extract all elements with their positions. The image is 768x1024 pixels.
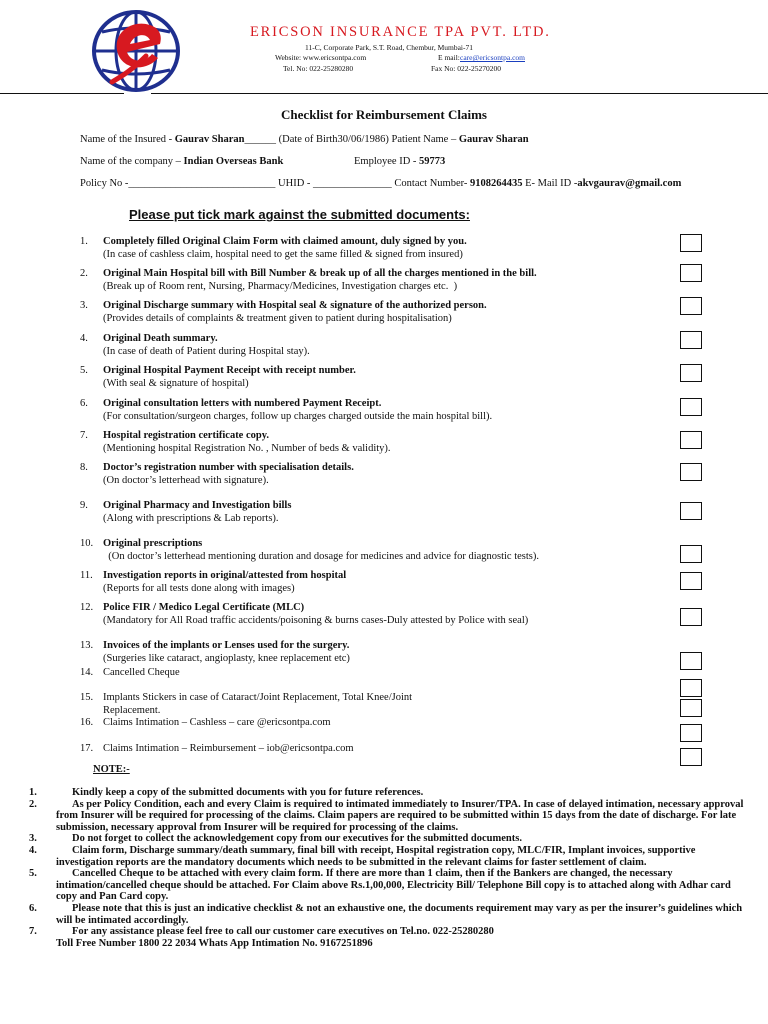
company-line (80, 156, 283, 167)
note-number: 2. (29, 798, 37, 810)
fax-text: Fax No: 022-25270200 (431, 64, 501, 73)
checklist-item-number: 9. (80, 500, 88, 511)
insured-name-value: Gaurav Sharan (174, 134, 245, 145)
patient-name-value: Gaurav Sharan (458, 134, 529, 145)
policy-text: Policy No -____________________________ UHID - _______________ Contact Number- (80, 178, 471, 189)
checklist-item-detail: (Reports for all tests done along with images) (103, 582, 295, 594)
note-item (29, 833, 749, 845)
checklist-item-title-line (80, 602, 528, 615)
email-id-label: E- Mail ID - (522, 178, 578, 189)
checklist-item-title-line (80, 268, 537, 281)
employee-label: Employee ID - (354, 156, 420, 167)
tel-text: Tel. No: 022-25280280 (283, 64, 354, 73)
checklist-item-title: Original Death summary. (103, 333, 218, 344)
checklist-item-detail: (Along with prescriptions & Lab reports). (103, 512, 279, 524)
checklist-item (80, 570, 346, 596)
company-logo (92, 10, 180, 92)
checklist-item (80, 602, 528, 628)
checklist-item-detail: (Break up of Room rent, Nursing, Pharmacy/Medicines, Investigation charges etc. ) (103, 280, 458, 292)
checklist-item-title-line (80, 430, 391, 443)
header-divider-right (151, 93, 768, 94)
checklist-item-number: 2. (80, 268, 88, 279)
checklist-item-title: Cancelled Cheque (103, 667, 180, 678)
checklist-item-number: 4. (80, 333, 88, 344)
note-number: 7. (29, 926, 37, 938)
checklist-item-title: Police FIR / Medico Legal Certificate (MLC) (103, 602, 305, 613)
checklist-item-number: 10. (80, 538, 94, 549)
tick-checkbox[interactable] (680, 264, 702, 282)
checklist-item-title: Original consultation letters with numbered Payment Receipt. (103, 398, 382, 409)
notes-list (29, 787, 749, 949)
checklist-item-title: Claims Intimation – Reimbursement – iob@ericsontpa.com (103, 743, 354, 754)
checklist-item-title: Investigation reports in original/attested from hospital (103, 570, 347, 581)
globe-logo-icon (92, 10, 180, 92)
checklist-item-detail: (In case of death of Patient during Hospital stay). (103, 345, 310, 357)
checklist-item-title: Implants Stickers in case of Cataract/Joint Replacement, Total Knee/Joint (103, 692, 413, 703)
checklist-item-title-line (80, 667, 180, 680)
tick-checkbox[interactable] (680, 748, 702, 766)
policy-line (80, 178, 681, 189)
tick-checkbox[interactable] (680, 724, 702, 742)
tick-checkbox[interactable] (680, 502, 702, 520)
checklist-item-title-line (80, 333, 310, 346)
email-link[interactable]: care@ericsontpa.com (460, 53, 525, 62)
checklist-item-title: Hospital registration certificate copy. (103, 430, 270, 441)
checklist-item-detail: (On doctor’s letterhead with signature). (103, 474, 269, 486)
note-item (29, 799, 749, 834)
contact-value: 9108264435 (470, 178, 523, 189)
checklist-item (80, 236, 467, 262)
note-text: For any assistance please feel free to call our customer care executives on Tel.no. 022-25280280 (72, 926, 494, 938)
tick-checkbox[interactable] (680, 331, 702, 349)
checklist-item-title-line (80, 640, 350, 653)
note-number: 1. (29, 787, 37, 798)
note-text: Claim form, Discharge summary/death summary, final bill with receipt, Hospital registration copy, MLC/FIR, Implant invoices, supportive investigation reports are the mandatory documents which needs to be submitted in the relevant claims for faster settlement of claim. (56, 844, 696, 868)
checklist-item-title-line (80, 717, 331, 730)
checklist-item-title-line (80, 570, 346, 583)
checklist-item-title-line (80, 300, 487, 313)
checklist-item-title-line (80, 743, 354, 756)
checklist-item-number: 8. (80, 462, 88, 473)
employee-line (354, 156, 445, 167)
note-item (29, 787, 749, 799)
note-number: 3. (29, 833, 37, 845)
checklist-item-title-line (80, 236, 467, 249)
note-item (29, 903, 749, 926)
checklist-item (80, 300, 487, 326)
header-divider-left (0, 93, 124, 94)
tick-checkbox[interactable] (680, 463, 702, 481)
checklist-item-title: Original prescriptions (103, 538, 203, 549)
checklist-item-title: Original Pharmacy and Investigation bills (103, 500, 292, 511)
checklist-item-title: Doctor’s registration number with specialisation details. (103, 462, 354, 473)
checklist-item (80, 640, 350, 666)
checklist-item-detail: (Provides details of complaints & treatment given to patient during hospitalisation) (103, 312, 452, 324)
checklist-item (80, 430, 391, 456)
checklist-item-detail: (For consultation/surgeon charges, follow up charges charged outside the main hospital bill). (103, 410, 493, 422)
tick-checkbox[interactable] (680, 572, 702, 590)
employee-value: 59773 (419, 156, 446, 167)
insured-line (80, 134, 529, 145)
checklist-item-detail: Replacement. (103, 704, 161, 716)
checklist-item (80, 333, 310, 359)
email-id-value: akvgaurav@gmail.com (577, 178, 682, 189)
checklist-item-title: Original Main Hospital bill with Bill Number & break up of all the charges mentioned in the bill. (103, 268, 537, 279)
checklist-item (80, 667, 180, 680)
checklist-item-number: 14. (80, 667, 94, 678)
checklist-item-title: Original Discharge summary with Hospital seal & signature of the authorized person. (103, 300, 487, 311)
checklist-item-number: 16. (80, 717, 94, 728)
note-text: Cancelled Cheque to be attached with every claim form. If there are more than 1 claim, then if the Bankers are changed, the necessary intimation/cancelled cheque should be attached. For Claim above Rs.1,00,000, Electricity Bill/ Telephone Bill copy is to attached along with Adhar card copy and Pan Card copy. (56, 868, 731, 903)
tick-checkbox[interactable] (680, 398, 702, 416)
instruction-heading: Please put tick mark against the submitted documents: (129, 207, 470, 222)
email-label: E mail: (438, 53, 460, 62)
note-number: 5. (29, 868, 37, 880)
note-heading: NOTE:- (93, 764, 130, 775)
tick-checkbox[interactable] (680, 608, 702, 626)
checklist-item-title-line (80, 538, 539, 551)
checklist-item (80, 692, 412, 718)
tick-checkbox[interactable] (680, 652, 702, 670)
checklist-item-title: Invoices of the implants or Lenses used for the surgery. (103, 640, 350, 651)
checklist-item-detail: (On doctor’s letterhead mentioning duration and dosage for medicines and advice for diagnostic tests). (103, 550, 540, 562)
checklist-item-number: 5. (80, 365, 88, 376)
checklist-item-title-line (80, 398, 492, 411)
checklist-item-number: 3. (80, 300, 88, 311)
company-label: Name of the company – (80, 156, 184, 167)
insured-name-label: Name of the Insured - (80, 134, 175, 145)
note-text: As per Policy Condition, each and every Claim is required to intimated immediately to Insurer/TPA. In case of delayed intimation, necessary approval from Insurer will be required for processing of the claims. Claim papers are required to be submitted within 15 days from the date of discharge. For late submission, necessary approval from Insurer will be required for processing of the claims. (56, 798, 744, 833)
checklist-item (80, 743, 354, 756)
checklist-item (80, 365, 356, 391)
page-title: Checklist for Reimbursement Claims (281, 107, 487, 122)
checklist-item-detail: (Surgeries like cataract, angioplasty, knee replacement etc) (103, 652, 350, 664)
checklist-item (80, 462, 354, 488)
checklist-item-number: 17. (80, 743, 94, 754)
toll-free-text: Toll Free Number 1800 22 2034 Whats App Intimation No. 9167251896 (56, 937, 373, 949)
checklist-item-title: Original Hospital Payment Receipt with receipt number. (103, 365, 356, 376)
checklist-item-number: 1. (80, 236, 88, 247)
company-name: ERICSON INSURANCE TPA PVT. LTD. (250, 24, 551, 40)
note-number: 4. (29, 844, 37, 856)
checklist-item-detail: (With seal & signature of hospital) (103, 377, 249, 389)
note-item (29, 926, 749, 938)
checklist-item-title-line (80, 365, 356, 378)
checklist-item (80, 500, 291, 526)
note-text: Please note that this is just an indicative checklist & not an exhaustive one, the documents requirement may vary as per the insurer’s guidelines which will be intimated accordingly. (56, 902, 743, 926)
checklist-item-number: 12. (80, 602, 94, 613)
note-text: Do not forget to collect the acknowledgement copy from our executives for the submitted documents. (72, 833, 522, 845)
checklist-item-title-line (80, 500, 291, 513)
company-value: Indian Overseas Bank (183, 156, 284, 167)
note-item (29, 845, 749, 868)
checklist-item-title: Completely filled Original Claim Form with claimed amount, duly signed by you. (103, 236, 467, 247)
note-item (29, 868, 749, 903)
note-text: Kindly keep a copy of the submitted documents with you for future references. (72, 787, 424, 798)
tick-checkbox[interactable] (680, 297, 702, 315)
tick-checkbox[interactable] (680, 431, 702, 449)
checklist-item-title-line (80, 692, 412, 705)
checklist-item (80, 398, 492, 424)
checklist-item (80, 268, 537, 294)
checklist-item-number: 15. (80, 692, 94, 703)
checklist-item-detail: (Mentioning hospital Registration No. , Number of beds & validity). (103, 442, 391, 454)
checklist-item-number: 11. (80, 570, 93, 581)
checklist-item-number: 7. (80, 430, 88, 441)
checklist-item-detail: (In case of cashless claim, hospital need to get the same filled & signed from insured) (103, 248, 463, 260)
checklist-item-detail: (Mandatory for All Road traffic accidents/poisoning & burns cases-Duly attested by Police with seal) (103, 614, 529, 626)
checklist-item-number: 13. (80, 640, 94, 651)
checklist-item (80, 538, 539, 564)
tick-checkbox[interactable] (680, 364, 702, 382)
checklist-item-title-line (80, 462, 354, 475)
note-number: 6. (29, 902, 37, 914)
tick-checkbox[interactable] (680, 679, 702, 697)
address-line: 11-C, Corporate Park, S.T. Road, Chembur, Mumbai-71 (305, 43, 474, 52)
tick-checkbox[interactable] (680, 699, 702, 717)
tick-checkbox[interactable] (680, 545, 702, 563)
dob-text: ______ (Date of Birth30/06/1986) Patient Name – (244, 134, 459, 145)
checklist-item (80, 717, 331, 730)
checklist-item-number: 6. (80, 398, 88, 409)
website-text: Website: www.ericsontpa.com (275, 53, 367, 62)
tick-checkbox[interactable] (680, 234, 702, 252)
checklist-item-title: Claims Intimation – Cashless – care @ericsontpa.com (103, 717, 331, 728)
